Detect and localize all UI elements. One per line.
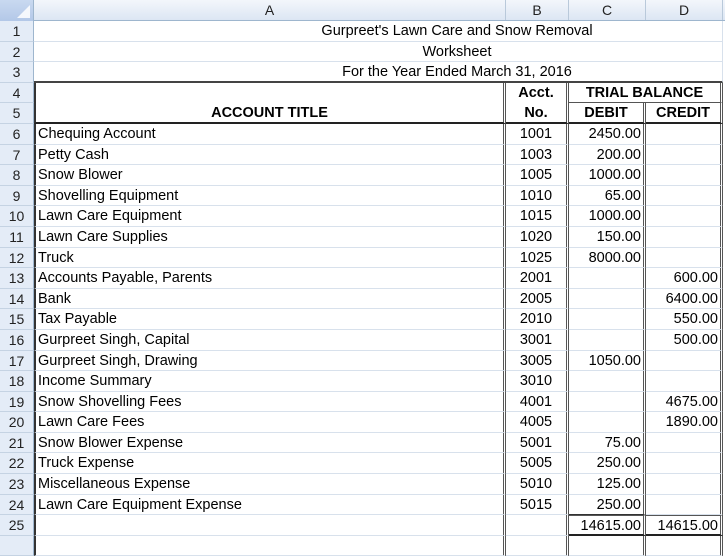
row-header[interactable]: 25 <box>0 515 34 536</box>
acct-no-cell[interactable]: 1020 <box>506 227 569 248</box>
acct-no-cell[interactable]: 2005 <box>506 289 569 310</box>
account-title-header[interactable]: ACCOUNT TITLE <box>34 103 506 124</box>
row-header[interactable]: 13 <box>0 268 34 289</box>
account-title-cell[interactable]: Snow Blower <box>34 165 506 186</box>
row-header[interactable]: 2 <box>0 42 34 63</box>
empty-cell[interactable] <box>506 536 569 556</box>
credit-cell[interactable]: 1890.00 <box>646 412 723 433</box>
account-title-cell[interactable]: Income Summary <box>34 371 506 392</box>
account-title-cell[interactable]: Accounts Payable, Parents <box>34 268 506 289</box>
acct-no-cell[interactable]: 1005 <box>506 165 569 186</box>
account-title-cell[interactable]: Chequing Account <box>34 124 506 145</box>
credit-cell[interactable] <box>646 351 723 372</box>
credit-cell[interactable] <box>646 124 723 145</box>
debit-cell[interactable]: 8000.00 <box>569 248 646 269</box>
debit-cell[interactable]: 200.00 <box>569 145 646 166</box>
credit-cell[interactable] <box>646 206 723 227</box>
table-row <box>0 289 725 310</box>
acct-no-cell[interactable]: 4005 <box>506 412 569 433</box>
totals-row <box>0 515 725 536</box>
account-title-header-top[interactable] <box>34 83 506 104</box>
row-header[interactable]: 22 <box>0 453 34 474</box>
account-title-cell[interactable]: Lawn Care Fees <box>34 412 506 433</box>
account-title-cell[interactable]: Lawn Care Equipment <box>34 206 506 227</box>
account-title-cell[interactable]: Snow Shovelling Fees <box>34 392 506 413</box>
totals-title-cell[interactable] <box>34 515 506 536</box>
table-row <box>0 227 725 248</box>
credit-cell[interactable] <box>646 433 723 454</box>
company-name-cell[interactable]: Gurpreet's Lawn Care and Snow Removal <box>34 21 723 42</box>
row-header[interactable]: 17 <box>0 351 34 372</box>
credit-cell[interactable]: 600.00 <box>646 268 723 289</box>
credit-cell[interactable] <box>646 248 723 269</box>
empty-cell[interactable] <box>569 536 646 556</box>
table-row <box>0 351 725 372</box>
total-credit-cell[interactable]: 14615.00 <box>646 515 723 536</box>
acct-no-header-line2[interactable]: No. <box>506 103 569 124</box>
debit-cell[interactable] <box>569 371 646 392</box>
account-title-cell[interactable]: Bank <box>34 289 506 310</box>
account-title-cell[interactable]: Lawn Care Equipment Expense <box>34 495 506 516</box>
table-row <box>0 206 725 227</box>
column-header-d[interactable]: D <box>646 0 723 20</box>
debit-cell[interactable]: 1000.00 <box>569 206 646 227</box>
debit-cell[interactable]: 250.00 <box>569 453 646 474</box>
table-row <box>0 453 725 474</box>
table-row <box>0 495 725 516</box>
credit-cell[interactable] <box>646 145 723 166</box>
acct-no-cell[interactable]: 2001 <box>506 268 569 289</box>
credit-cell[interactable]: 500.00 <box>646 330 723 351</box>
empty-cell[interactable] <box>34 536 506 556</box>
acct-no-cell[interactable]: 1010 <box>506 186 569 207</box>
account-title-cell[interactable]: Gurpreet Singh, Capital <box>34 330 506 351</box>
account-title-cell[interactable]: Truck <box>34 248 506 269</box>
table-row <box>0 165 725 186</box>
account-title-cell[interactable]: Truck Expense <box>34 453 506 474</box>
account-title-cell[interactable]: Lawn Care Supplies <box>34 227 506 248</box>
account-title-cell[interactable]: Gurpreet Singh, Drawing <box>34 351 506 372</box>
debit-cell[interactable] <box>569 330 646 351</box>
acct-no-cell[interactable]: 3010 <box>506 371 569 392</box>
credit-cell[interactable] <box>646 371 723 392</box>
debit-cell[interactable] <box>569 309 646 330</box>
debit-cell[interactable] <box>569 289 646 310</box>
acct-no-cell[interactable]: 3005 <box>506 351 569 372</box>
sheet-row <box>0 62 725 83</box>
acct-no-cell[interactable]: 5010 <box>506 474 569 495</box>
sheet-row <box>0 42 725 63</box>
account-title-cell[interactable]: Petty Cash <box>34 145 506 166</box>
row-header[interactable] <box>0 536 34 556</box>
account-title-cell[interactable]: Miscellaneous Expense <box>34 474 506 495</box>
row-header[interactable]: 1 <box>0 21 34 42</box>
debit-cell[interactable]: 65.00 <box>569 186 646 207</box>
sheet-row <box>0 83 725 104</box>
row-header[interactable]: 24 <box>0 495 34 516</box>
debit-cell[interactable] <box>569 392 646 413</box>
table-row <box>0 268 725 289</box>
row-header[interactable]: 4 <box>0 83 34 104</box>
debit-cell[interactable]: 150.00 <box>569 227 646 248</box>
report-name-cell[interactable]: Worksheet <box>34 42 723 63</box>
row-header[interactable]: 18 <box>0 371 34 392</box>
account-title-cell[interactable]: Snow Blower Expense <box>34 433 506 454</box>
column-header-a[interactable]: A <box>34 0 506 20</box>
credit-header[interactable]: CREDIT <box>646 103 723 124</box>
table-row <box>0 124 725 145</box>
row-header[interactable]: 20 <box>0 412 34 433</box>
row-header[interactable]: 23 <box>0 474 34 495</box>
table-row <box>0 371 725 392</box>
row-header[interactable]: 5 <box>0 103 34 124</box>
debit-cell[interactable]: 250.00 <box>569 495 646 516</box>
credit-cell[interactable]: 4675.00 <box>646 392 723 413</box>
table-row <box>0 330 725 351</box>
debit-cell[interactable]: 1050.00 <box>569 351 646 372</box>
row-header[interactable]: 3 <box>0 62 34 83</box>
account-title-cell[interactable]: Shovelling Equipment <box>34 186 506 207</box>
sheet-row <box>0 103 725 124</box>
sheet-row <box>0 536 725 556</box>
row-header[interactable]: 7 <box>0 145 34 166</box>
credit-cell[interactable] <box>646 453 723 474</box>
column-header-c[interactable]: C <box>569 0 646 20</box>
table-row <box>0 412 725 433</box>
row-header[interactable]: 12 <box>0 248 34 269</box>
select-all-button[interactable] <box>0 0 34 21</box>
credit-cell[interactable] <box>646 165 723 186</box>
row-header[interactable]: 6 <box>0 124 34 145</box>
acct-no-cell[interactable]: 1025 <box>506 248 569 269</box>
row-header[interactable]: 10 <box>0 206 34 227</box>
credit-cell[interactable] <box>646 495 723 516</box>
acct-no-cell[interactable]: 1003 <box>506 145 569 166</box>
table-row <box>0 186 725 207</box>
totals-acct-cell[interactable] <box>506 515 569 536</box>
row-header[interactable]: 15 <box>0 309 34 330</box>
acct-no-cell[interactable]: 4001 <box>506 392 569 413</box>
acct-no-cell[interactable]: 1001 <box>506 124 569 145</box>
debit-cell[interactable]: 2450.00 <box>569 124 646 145</box>
debit-cell[interactable] <box>569 412 646 433</box>
row-header[interactable]: 8 <box>0 165 34 186</box>
credit-cell[interactable]: 550.00 <box>646 309 723 330</box>
column-header-bar <box>0 0 725 21</box>
acct-no-cell[interactable]: 5005 <box>506 453 569 474</box>
column-header-b[interactable]: B <box>506 0 569 20</box>
table-row <box>0 145 725 166</box>
acct-no-cell[interactable]: 5015 <box>506 495 569 516</box>
row-header[interactable]: 11 <box>0 227 34 248</box>
row-header[interactable]: 9 <box>0 186 34 207</box>
sheet-row <box>0 21 725 42</box>
table-row <box>0 248 725 269</box>
debit-cell[interactable]: 75.00 <box>569 433 646 454</box>
account-title-cell[interactable]: Tax Payable <box>34 309 506 330</box>
credit-cell[interactable] <box>646 227 723 248</box>
credit-cell[interactable]: 6400.00 <box>646 289 723 310</box>
table-row <box>0 474 725 495</box>
acct-no-cell[interactable]: 1015 <box>506 206 569 227</box>
debit-cell[interactable]: 125.00 <box>569 474 646 495</box>
debit-cell[interactable]: 1000.00 <box>569 165 646 186</box>
debit-cell[interactable] <box>569 268 646 289</box>
table-row <box>0 309 725 330</box>
acct-no-cell[interactable]: 3001 <box>506 330 569 351</box>
row-header[interactable]: 19 <box>0 392 34 413</box>
select-all-triangle-icon <box>17 5 30 18</box>
row-header[interactable]: 21 <box>0 433 34 454</box>
credit-cell[interactable] <box>646 186 723 207</box>
period-cell[interactable]: For the Year Ended March 31, 2016 <box>34 62 723 83</box>
table-row <box>0 392 725 413</box>
acct-no-header-line1[interactable]: Acct. <box>506 83 569 104</box>
empty-cell[interactable] <box>646 536 723 556</box>
credit-cell[interactable] <box>646 474 723 495</box>
row-header[interactable]: 16 <box>0 330 34 351</box>
acct-no-cell[interactable]: 2010 <box>506 309 569 330</box>
debit-header[interactable]: DEBIT <box>569 103 646 124</box>
total-debit-cell[interactable]: 14615.00 <box>569 515 646 536</box>
table-row <box>0 433 725 454</box>
trial-balance-header[interactable]: TRIAL BALANCE <box>569 83 723 104</box>
row-header[interactable]: 14 <box>0 289 34 310</box>
acct-no-cell[interactable]: 5001 <box>506 433 569 454</box>
